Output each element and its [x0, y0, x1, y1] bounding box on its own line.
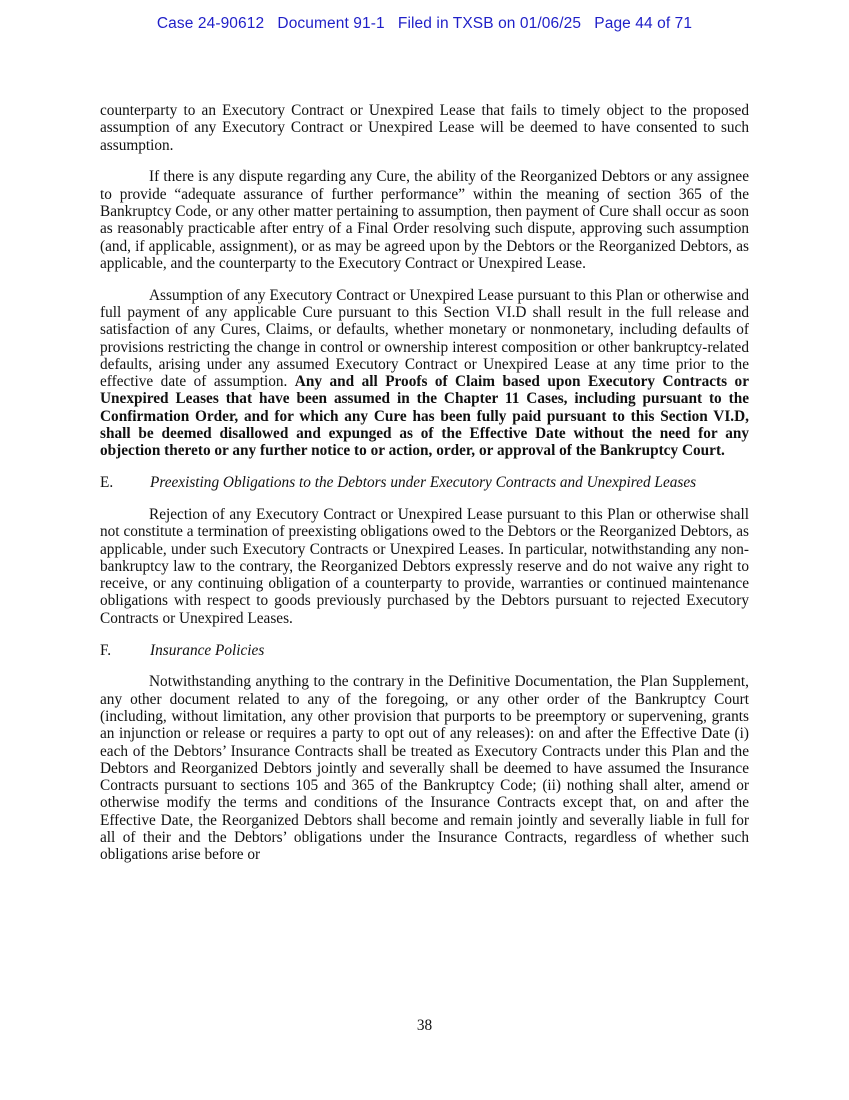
section-heading-e [100, 474, 749, 491]
paragraph-insurance-policies: Notwithstanding anything to the contrary in the Definitive Documentation, the Plan Supplement, any other document related to any of the foregoing, or any other order of the Bankruptcy Court (including, without limitation, any other provision that purports to be preemptory or supervening, grants an injunction or release or requires a party to opt out of any releases): on and after the Effective Date (i) each of the Debtors’ Insurance Contracts shall be treated as Executory Contracts under this Plan and the Debtors and Reorganized Debtors jointly and severally shall be deemed to have assumed the Insurance Contracts pursuant to sections 105 and 365 of the Bankruptcy Code; (ii) nothing shall alter, amend or otherwise modify the terms and conditions of the Insurance Contracts except that, on and after the Effective Date, the Reorganized Debtors shall become and remain jointly and severally liable in full for all of their and the Debtors’ obligations under the Insurance Contracts, regardless of whether such obligations arise before or [100, 673, 749, 864]
section-f-title: Insurance Policies [150, 641, 265, 659]
paragraph-assumption-consent: counterparty to an Executory Contract or Unexpired Lease that fails to timely object to the proposed assumption of any Executory Contract or Unexpired Lease will be deemed to have consented to such assumption. [100, 102, 749, 154]
section-f-letter: F. [100, 641, 112, 659]
paragraph-cure-dispute: If there is any dispute regarding any Cure, the ability of the Reorganized Debtors or any assignee to provide “adequate assurance of further performance” within the meaning of section 365 of the Bankruptcy Code, or any other matter pertaining to assumption, then payment of Cure shall occur as soon as reasonably practicable after entry of a Final Order resolving such dispute, approving such assumption (and, if applicable, assignment), or as may be agreed upon by the Debtors or the Reorganized Debtors, as applicable, and the counterparty to the Executory Contract or Unexpired Lease. [100, 168, 749, 272]
proofs-of-claim-bold-text: Any and all Proofs of Claim based upon Executory Contracts or Unexpired Leases that have been assumed in the Chapter 11 Cases, including pursuant to the Confirmation Order, and for which any Cure has been fully paid pursuant to this Section VI.D, shall be deemed disallowed and expunged as of the Effective Date without the need for any objection thereto or any further notice to or action, order, or approval of the Bankruptcy Court. [100, 373, 749, 460]
page-number: 38 [416, 1017, 433, 1034]
paragraph-assumption-release [100, 287, 749, 460]
assumption-release-text: Assumption of any Executory Contract or Unexpired Lease pursuant to this Plan or otherwise and full payment of any applicable Cure pursuant to this Section VI.D shall result in the full release and satisfaction of any Cures, Claims, or defaults, whether monetary or nonmonetary, including defaults of provisions restricting the change in control or ownership interest composition or other bankruptcy-related defaults, arising under any assumed Executory Contract or Unexpired Lease at any time prior to the effective date of assumption. [100, 286, 749, 391]
section-e-letter: E. [100, 474, 114, 492]
section-e-title: Preexisting Obligations to the Debtors under Executory Contracts and Unexpired Leases [150, 474, 697, 492]
section-heading-f [100, 642, 749, 659]
court-filing-header: Case 24-90612 Document 91-1 Filed in TXSB on 01/06/25 Page 44 of 71 [156, 15, 693, 32]
paragraph-preexisting-obligations: Rejection of any Executory Contract or Unexpired Lease pursuant to this Plan or otherwise shall not constitute a termination of preexisting obligations owed to the Debtors or the Reorganized Debtors, as applicable, under such Executory Contracts or Unexpired Leases. In particular, notwithstanding any non-bankruptcy law to the contrary, the Reorganized Debtors expressly reserve and do not waive any right to receive, or any continuing obligation of a counterparty to provide, warranties or continued maintenance obligations with respect to goods previously purchased by the Debtors pursuant to rejected Executory Contracts or Unexpired Leases. [100, 505, 749, 627]
document-body [100, 102, 749, 878]
